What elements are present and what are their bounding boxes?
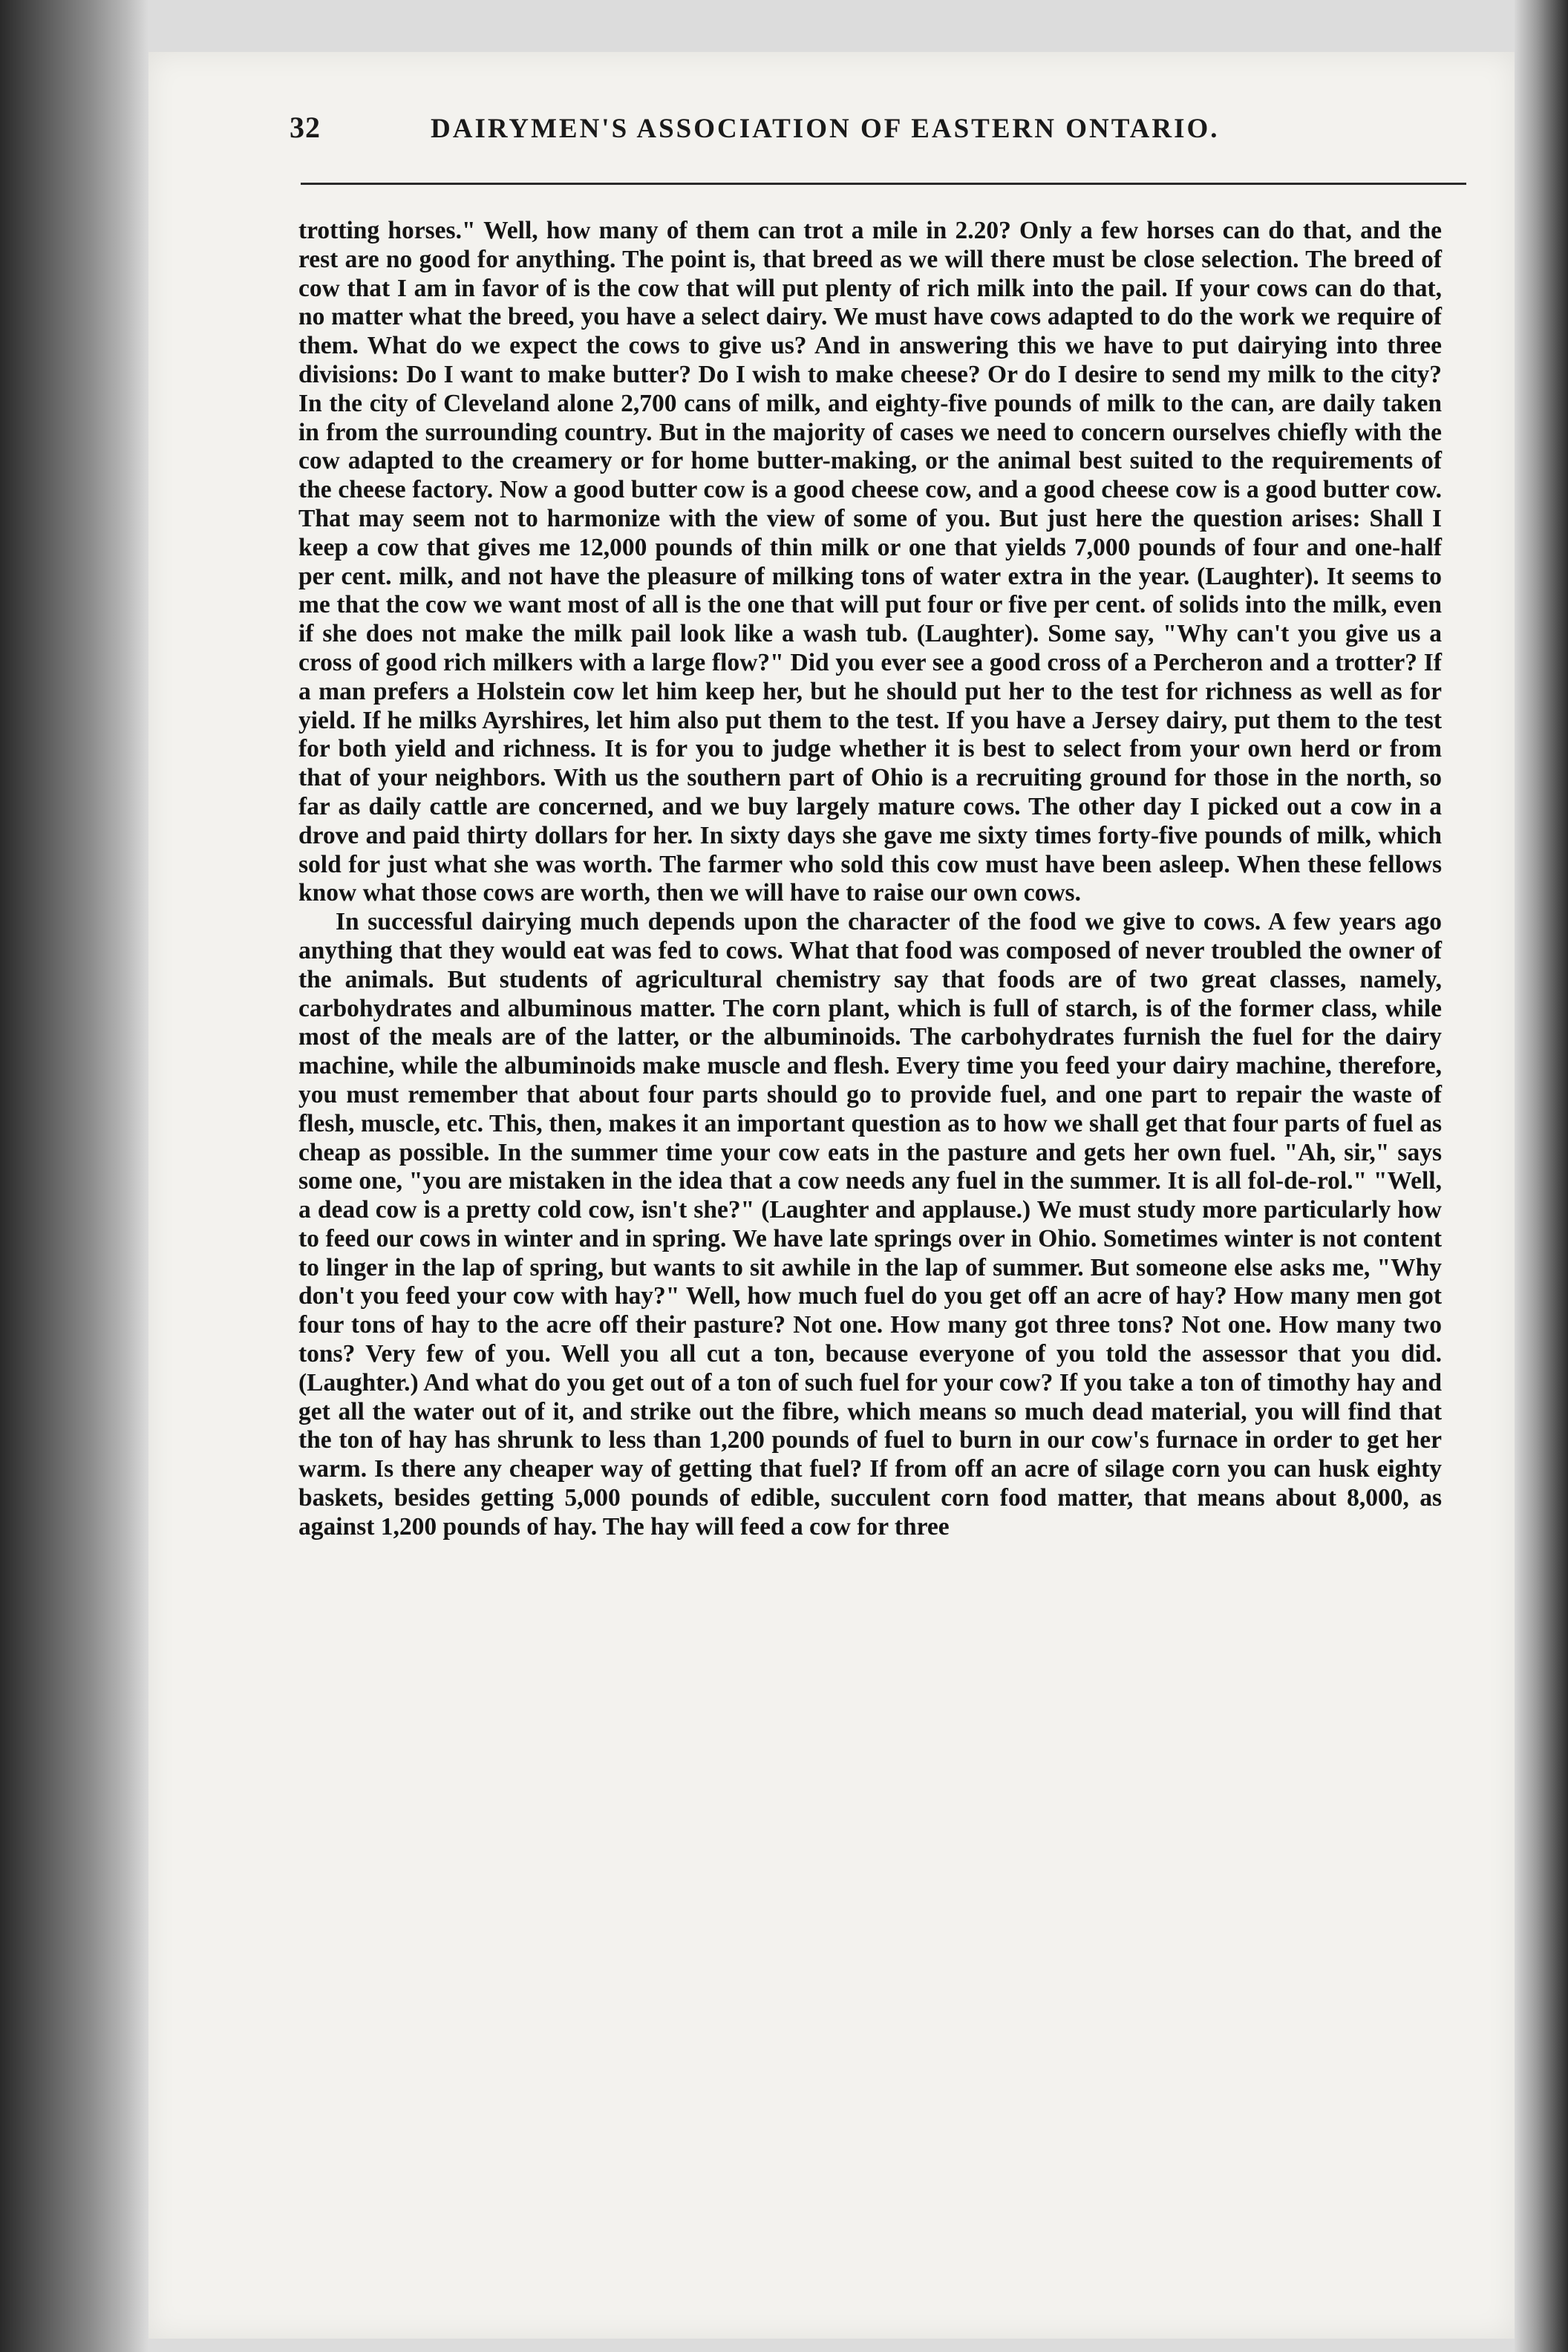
running-title: DAIRYMEN'S ASSOCIATION OF EASTERN ONTARIO.: [431, 114, 1220, 144]
header-rule: [301, 183, 1466, 185]
paragraph-1: trotting horses." Well, how many of them can trot a mile in 2.20? Only a few horses can do that, and the rest are no good for anything. The point is, that breed as we will there must be close selection. The breed of cow that I am in favor of is the cow that will put plenty of rich milk into the pail. If your cows can do that, no matter what the breed, you have a select dairy. We must have cows adapted to do the work we require of them. What do we expect the cows to give us? And in answering this we have to put dairying into three divisions: Do I want to make butter? Do I wish to make cheese? Or do I desire to send my milk to the city? In the city of Cleveland alone 2,700 cans of milk, and eighty-five pounds of milk to the can, are daily taken in from the surrounding country. But in the majority of cases we need to concern ourselves chiefly with the cow adapted to the creamery or for home butter-making, or the animal best suited to the requirements of the cheese factory. Now a good butter cow is a good cheese cow, and a good cheese cow is a good butter cow. That may seem not to harmonize with the view of some of you. But just here the question arises: Shall I keep a cow that gives me 12,000 pounds of thin milk or one that yields 7,000 pounds of four and one-half per cent. milk, and not have the pleasure of milking tons of water extra in the year. (Laughter). It seems to me that the cow we want most of all is the one that will put four or five per cent. of solids into the milk, even if she does not make the milk pail look like a wash tub. (Laughter). Some say, "Why can't you give us a cross of good rich milkers with a large flow?" Did you ever see a good cross of a Percheron and a trotter? If a man prefers a Holstein cow let him keep her, but he should put her to the test for richness as well as for yield. If he milks Ayrshires, let him also put them to the test. If you have a Jersey dairy, put them to the test for both yield and richness. It is for you to judge whether it is best to select from your own herd or from that of your neighbors. With us the southern part of Ohio is a recruiting ground for those in the north, so far as daily cattle are concerned, and we buy largely mature cows. The other day I picked out a cow in a drove and paid thirty dollars for her. In sixty days she gave me sixty times forty-five pounds of milk, which sold for just what she was worth. The farmer who sold this cow must have been asleep. When these fellows know what those cows are worth, then we will have to raise our own cows.: [298, 217, 1442, 907]
page-body: [298, 217, 1442, 1542]
page-number: 32: [290, 111, 321, 144]
page-edge-shadow: [1515, 0, 1568, 2352]
paragraph-2: In successful dairying much depends upon the character of the food we give to cows. A few years ago anything that they would eat was fed to cows. What that food was composed of never troubled the owner of the animals. But students of agricultural chemistry say that foods are of two great classes, namely, carbohydrates and albuminous matter. The corn plant, which is full of starch, is of the former class, while most of the meals are of the latter, or the albuminoids. The carbohydrates furnish the fuel for the dairy machine, while the albuminoids make muscle and flesh. Every time you feed your dairy machine, therefore, you must remember that about four parts should go to provide fuel, and one part to repair the waste of flesh, muscle, etc. This, then, makes it an important question as to how we shall get that four parts of fuel as cheap as possible. In the summer time your cow eats in the pasture and gets her own fuel. "Ah, sir," says some one, "you are mistaken in the idea that a cow needs any fuel in the summer. It is all fol-de-rol." "Well, a dead cow is a pretty cold cow, isn't she?" (Laughter and applause.) We must study more particularly how to feed our cows in winter and in spring. We have late springs over in Ohio. Sometimes winter is not content to linger in the lap of spring, but wants to sit awhile in the lap of summer. But someone else asks me, "Why don't you feed your cow with hay?" Well, how much fuel do you get off an acre of hay? How many men got four tons of hay to the acre off their pasture? Not one. How many got three tons? Not one. How many two tons? Very few of you. Well you all cut a ton, because everyone of you told the assessor that you did. (Laughter.) And what do you get out of a ton of such fuel for your cow? If you take a ton of timothy hay and get all the water out of it, and strike out the fibre, which means so much dead material, you will find that the ton of hay has shrunk to less than 1,200 pounds of fuel to burn in our cow's furnace in order to get her warm. Is there any cheaper way of getting that fuel? If from off an acre of silage corn you can husk eighty baskets, besides getting 5,000 pounds of edible, succulent corn food matter, that means about 8,000, as against 1,200 pounds of hay. The hay will feed a cow for three: [298, 908, 1442, 1541]
running-header: [290, 110, 1477, 162]
